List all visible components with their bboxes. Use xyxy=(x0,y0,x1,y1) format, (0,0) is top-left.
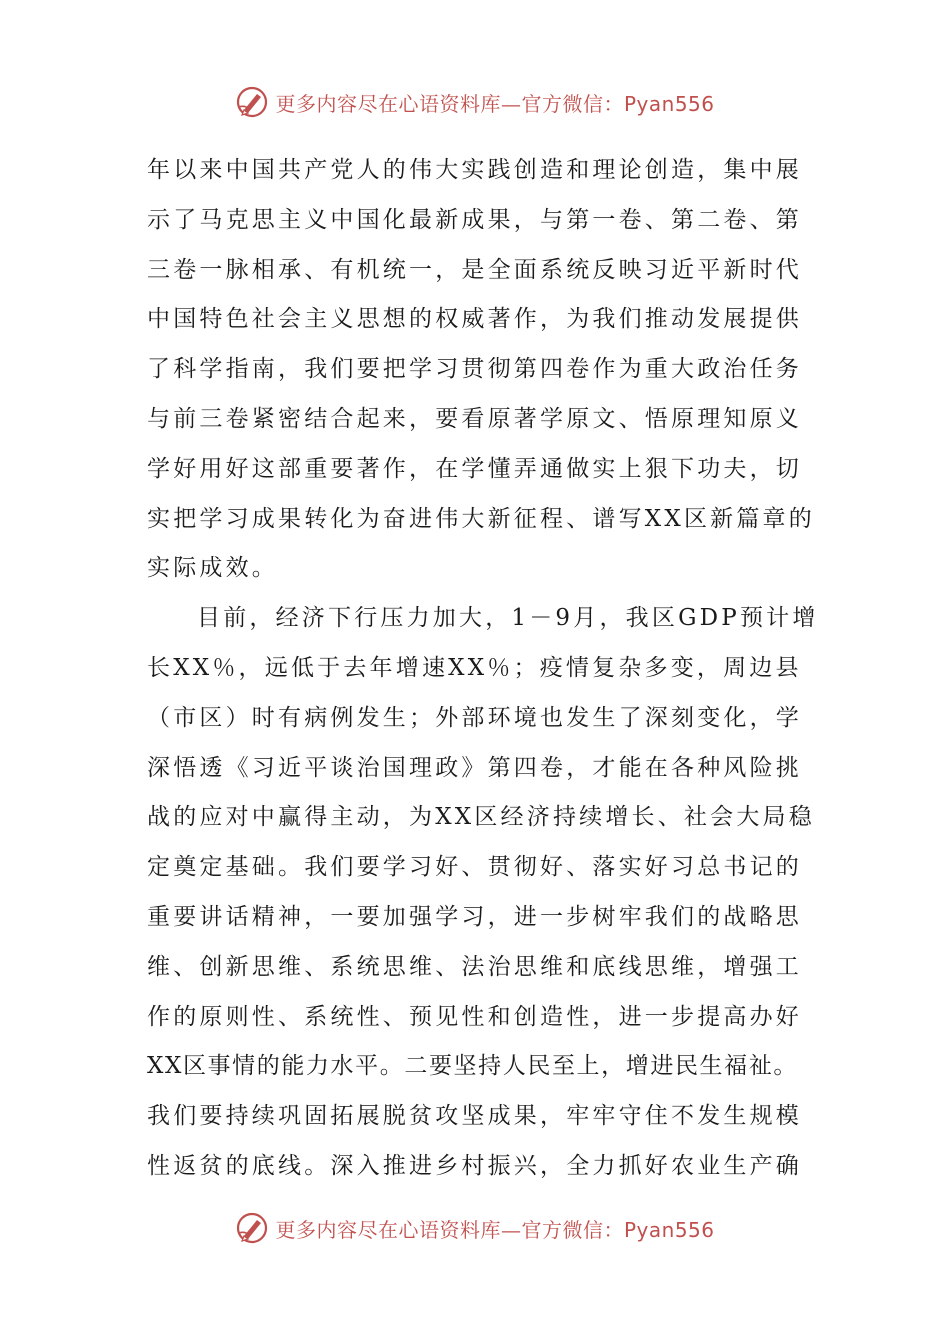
text-line: 我们要持续巩固拓展脱贫攻坚成果，牢牢守住不发生规模 xyxy=(147,1103,802,1130)
text-line: 维、创新思维、系统思维、法治思维和底线思维，增强工 xyxy=(147,953,802,980)
text-line: 年以来中国共产党人的伟大实践创造和理论创造，集中展 xyxy=(147,157,802,183)
text-line: 中国特色社会主义思想的权威著作，为我们推动发展提供 xyxy=(147,306,802,333)
text-line: （市区）时有病例发生；外部环境也发生了深刻变化，学 xyxy=(147,704,802,731)
text-line: 与前三卷紧密结合起来，要看原著学原文、悟原理知原义 xyxy=(147,405,802,432)
text-line: 长XX％，远低于去年增速XX％；疫情复杂多变，周边县 xyxy=(147,654,802,681)
text-line: 实际成效。 xyxy=(147,555,278,582)
watermark-label: 更多内容尽在心语资料库—官方微信： xyxy=(275,1217,624,1242)
text-line: 定奠定基础。我们要学习好、贯彻好、落实好习总书记的 xyxy=(147,854,802,881)
text-line: 作的原则性、系统性、预见性和创造性，进一步提高办好 xyxy=(147,1003,802,1030)
watermark-text xyxy=(275,88,714,117)
watermark-wechat-id: Pyan556 xyxy=(623,1217,715,1242)
document-body xyxy=(147,146,819,1192)
text-line: 了科学指南，我们要把学习贯彻第四卷作为重大政治任务 xyxy=(147,356,802,383)
text-line: 示了马克思主义中国化最新成果，与第一卷、第二卷、第 xyxy=(147,206,802,233)
text-line: 实把学习成果转化为奋进伟大新征程、谱写XX区新篇章的 xyxy=(147,505,815,532)
watermark-wechat-id: Pyan556 xyxy=(623,91,715,116)
text-line: 性返贫的底线。深入推进乡村振兴，全力抓好农业生产确 xyxy=(147,1152,802,1179)
header-watermark xyxy=(0,82,950,122)
text-line: 重要讲话精神，一要加强学习，进一步树牢我们的战略思 xyxy=(147,903,802,930)
text-line: 战的应对中赢得主动，为XX区经济持续增长、社会大局稳 xyxy=(147,804,815,831)
text-line: XX区事情的能力水平。二要坚持人民至上，增进民生福祉。 xyxy=(147,1053,798,1080)
pen-logo-icon xyxy=(235,1211,269,1245)
watermark-label: 更多内容尽在心语资料库—官方微信： xyxy=(275,91,624,116)
footer-watermark xyxy=(0,1208,950,1248)
text-line: 深悟透《习近平谈治国理政》第四卷，才能在各种风险挑 xyxy=(147,754,802,781)
paragraph-start-line: 目前，经济下行压力加大，1－9月，我区GDP预计增 xyxy=(197,605,819,632)
watermark-text xyxy=(275,1214,714,1243)
pen-logo-icon xyxy=(235,85,269,119)
text-line: 三卷一脉相承、有机统一，是全面系统反映习近平新时代 xyxy=(147,256,802,283)
text-line: 学好用好这部重要著作，在学懂弄通做实上狠下功夫，切 xyxy=(147,455,802,482)
